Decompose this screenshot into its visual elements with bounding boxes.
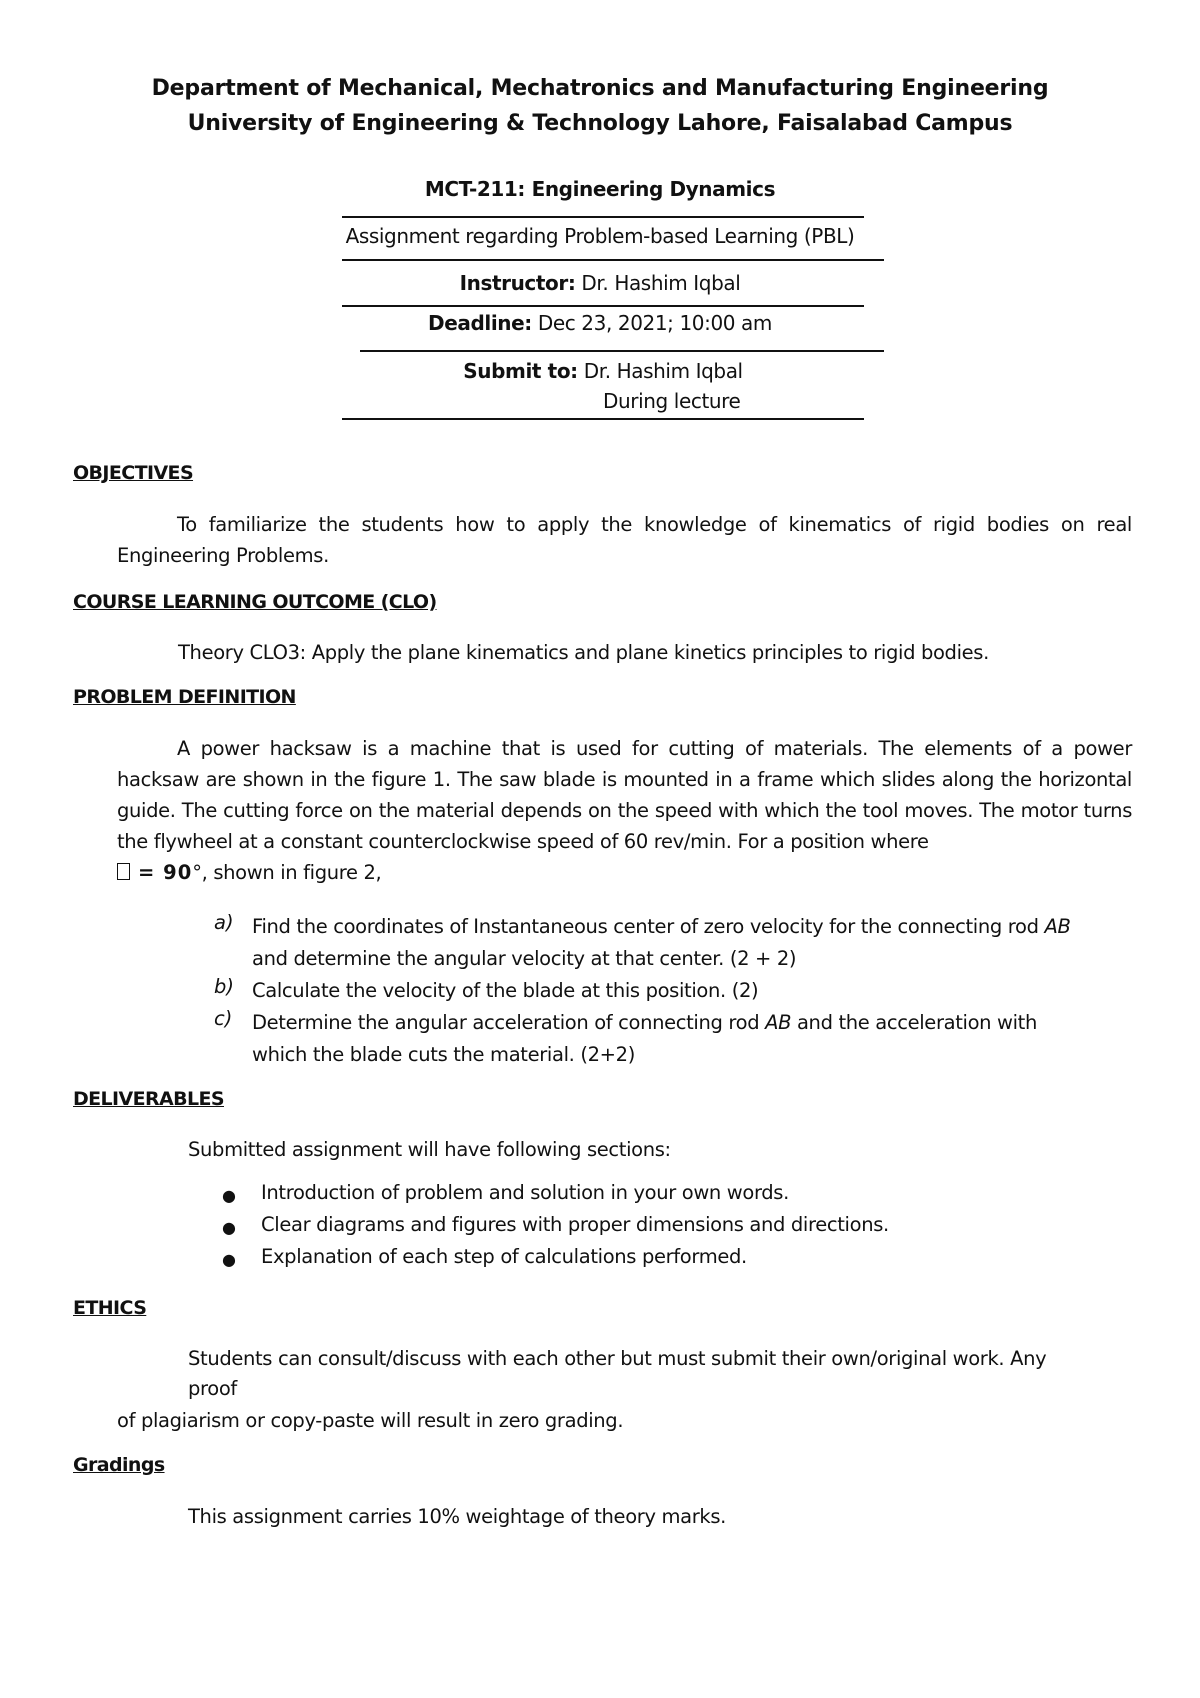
deliverable-item: Introduction of problem and solution in your own words. bbox=[261, 1181, 789, 1204]
rod-label: AB bbox=[765, 1011, 792, 1034]
question-label: b) bbox=[214, 975, 234, 998]
deliverable-item: Clear diagrams and figures with proper dimensions and directions. bbox=[261, 1213, 889, 1236]
deadline-value: Dec 23, 2021; 10:00 am bbox=[531, 311, 772, 335]
question-label: a) bbox=[214, 911, 234, 934]
question-text: Find the coordinates of Instantaneous center of zero velocity for the connecting rod bbox=[252, 915, 1045, 938]
deadline-line bbox=[0, 311, 1200, 335]
ethics-line1: Students can consult/discuss with each other but must submit their own/original work. Any bbox=[188, 1347, 1047, 1370]
bullet-icon: ● bbox=[222, 1186, 236, 1205]
deliverables-intro: Submitted assignment will have following sections: bbox=[188, 1138, 671, 1161]
instructor-name: Dr. Hashim Iqbal bbox=[575, 271, 741, 295]
question-a-line1 bbox=[252, 911, 1071, 943]
divider-rule bbox=[360, 350, 884, 352]
submit-line-2: During lecture bbox=[603, 389, 741, 413]
question-c-line1 bbox=[252, 1007, 1037, 1039]
objectives-text: To familiarize the students how to apply the knowledge of kinematics of rigid bodies on real Engineering Problems. bbox=[117, 513, 1132, 567]
department-title: Department of Mechanical, Mechatronics and Manufacturing Engineering bbox=[151, 76, 1049, 101]
instructor-line bbox=[0, 271, 1200, 295]
question-text: Determine the angular acceleration of connecting rod bbox=[252, 1011, 766, 1034]
submit-line bbox=[0, 359, 1200, 383]
question-text: and the acceleration with bbox=[791, 1011, 1037, 1034]
question-c-line2: which the blade cuts the material. (2+2) bbox=[252, 1043, 635, 1066]
ethics-line3: of plagiarism or copy-paste will result in zero grading. bbox=[117, 1409, 624, 1432]
question-b-line1: Calculate the velocity of the blade at this position. (2) bbox=[252, 979, 759, 1002]
clo-heading: COURSE LEARNING OUTCOME (CLO) bbox=[73, 591, 437, 613]
objectives-heading: OBJECTIVES bbox=[73, 462, 194, 484]
submit-name: Dr. Hashim Iqbal bbox=[577, 359, 743, 383]
bullet-icon: ● bbox=[222, 1250, 236, 1269]
gradings-text: This assignment carries 10% weightage of theory marks. bbox=[188, 1505, 727, 1528]
course-title: MCT-211: Engineering Dynamics bbox=[424, 177, 776, 201]
angle-rest: °, shown in figure 2, bbox=[192, 861, 382, 884]
university-title: University of Engineering & Technology Lahore, Faisalabad Campus bbox=[187, 111, 1013, 136]
angle-equation: = 90 bbox=[138, 861, 193, 884]
question-label: c) bbox=[214, 1007, 233, 1030]
ethics-heading: ETHICS bbox=[73, 1297, 147, 1319]
divider-rule bbox=[342, 305, 864, 307]
problem-text: A power hacksaw is a machine that is used for cutting of materials. The elements of a power hacksaw are shown in the figure 1. The saw blade is mounted in a frame which slides along the horizontal guide. The cutting force on the material depends on the speed with which the tool moves. The motor turns the flywheel at a constant counterclockwise speed of 60 rev/min. For a position where bbox=[117, 737, 1132, 853]
problem-heading: PROBLEM DEFINITION bbox=[73, 686, 296, 708]
deliverables-heading: DELIVERABLES bbox=[73, 1088, 224, 1110]
bullet-icon: ● bbox=[222, 1218, 236, 1237]
divider-rule bbox=[342, 418, 864, 420]
missing-glyph-icon bbox=[117, 863, 130, 880]
instructor-label: Instructor: bbox=[459, 271, 576, 295]
divider-rule bbox=[342, 259, 884, 261]
rod-label: AB bbox=[1044, 915, 1071, 938]
assignment-title: Assignment regarding Problem-based Learning (PBL) bbox=[345, 224, 855, 248]
deliverable-item: Explanation of each step of calculations performed. bbox=[261, 1245, 747, 1268]
ethics-line2: proof bbox=[188, 1377, 237, 1400]
question-a-line2: and determine the angular velocity at that center. (2 + 2) bbox=[252, 947, 797, 970]
clo-text: Theory CLO3: Apply the plane kinematics and plane kinetics principles to rigid bodies. bbox=[178, 641, 989, 664]
submit-label: Submit to: bbox=[463, 359, 578, 383]
gradings-heading: Gradings bbox=[73, 1454, 165, 1476]
deadline-label: Deadline: bbox=[428, 311, 532, 335]
angle-line bbox=[117, 857, 381, 888]
divider-rule bbox=[342, 216, 864, 218]
